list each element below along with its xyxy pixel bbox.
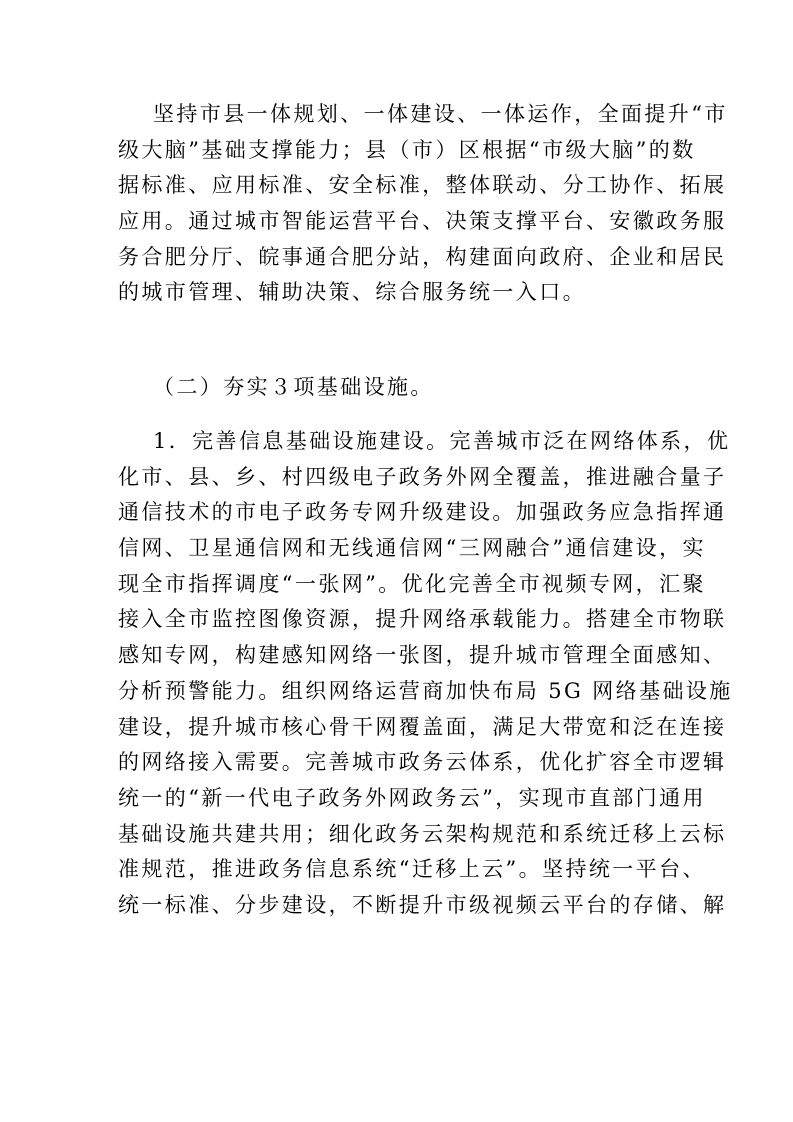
text-line: 坚持市县一体规划、一体建设、一体运作，全面提升“市 xyxy=(153,102,728,126)
text-line: 基础设施共建共用；细化政务云架构规范和系统迁移上云标 xyxy=(118,821,727,846)
text-line: 信网、卫星通信网和无线通信网“三网融合”通信建设，实 xyxy=(118,536,706,561)
text-line: 的网络接入需要。完善城市政务云体系，优化扩容全市逻辑 xyxy=(118,750,727,775)
text-line: 接入全市监控图像资源，提升网络承载能力。搭建全市物联 xyxy=(118,607,727,632)
text-line: 的城市管理、辅助决策、综合服务统一入口。 xyxy=(118,280,586,305)
text-line: 准规范，推进政务信息系统“迁移上云”。坚持统一平台、 xyxy=(118,857,706,882)
text-line: 建设，提升城市核心骨干网覆盖面，满足大带宽和泛在连接 xyxy=(118,714,727,739)
text-line: 感知专网，构建感知网络一张图，提升城市管理全面感知、 xyxy=(118,643,727,668)
text-line: 统一的“新一代电子政务外网政务云”，实现市直部门通用 xyxy=(118,785,706,810)
text-line: 分析预警能力。组织网络运营商加快布局 5G 网络基础设施 xyxy=(118,678,733,703)
text-line: 应用。通过城市智能运营平台、决策支撑平台、安徽政务服 xyxy=(118,209,727,234)
text-line: 现全市指挥调度“一张网”。优化完善全市视频专网，汇聚 xyxy=(118,571,706,596)
paragraph-1 xyxy=(118,97,728,311)
text-line: （二）夯实３项基础设施。 xyxy=(153,375,434,399)
text-line: 统一标准、分步建设，不断提升市级视频云平台的存储、解 xyxy=(118,892,727,917)
text-line: 务合肥分厅、皖事通合肥分站，构建面向政府、企业和居民 xyxy=(118,244,727,269)
text-line: 1．完善信息基础设施建设。完善城市泛在网络体系，优 xyxy=(153,429,731,453)
text-line: 级大脑”基础支撑能力；县（市）区根据“市级大脑”的数 xyxy=(118,137,696,162)
text-line: 据标准、应用标准、安全标准，整体联动、分工协作、拓展 xyxy=(118,173,727,198)
paragraph-3 xyxy=(118,424,733,924)
section-heading xyxy=(118,370,678,406)
text-line: 通信技术的市电子政务专网升级建设。加强政务应急指挥通 xyxy=(118,500,727,525)
text-line: 化市、县、乡、村四级电子政务外网全覆盖，推进融合量子 xyxy=(118,464,727,489)
